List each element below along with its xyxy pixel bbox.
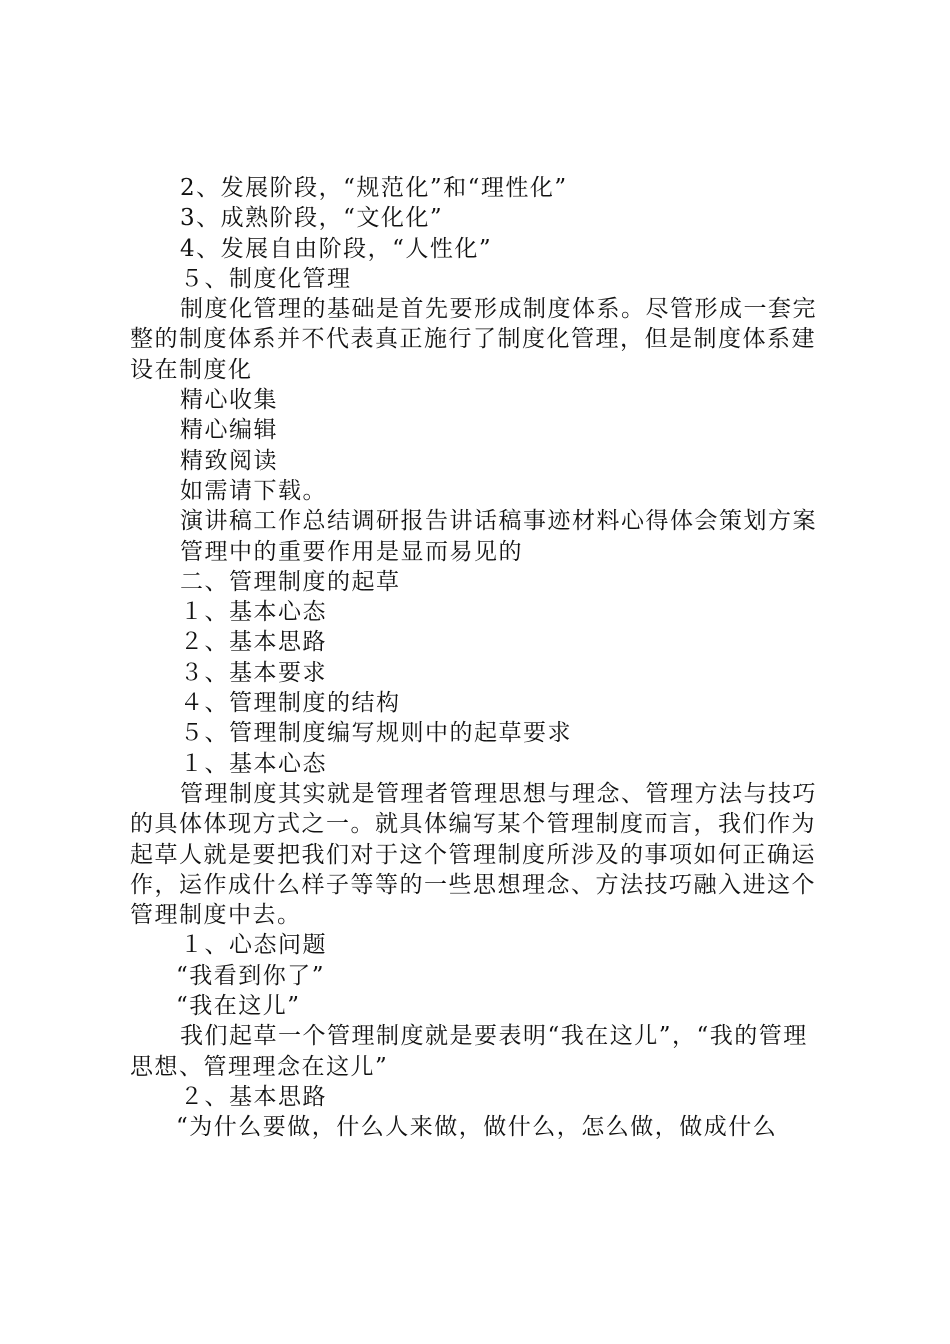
- paragraph: 精致阅读: [180, 447, 278, 474]
- paragraph: 如需请下载。: [180, 477, 327, 504]
- paragraph: “我在这儿”: [176, 993, 301, 1020]
- paragraph: 3、成熟阶段，“文化化”: [180, 205, 444, 232]
- section-heading: 二、管理制度的起草: [180, 568, 401, 595]
- paragraph: 精心编辑: [180, 417, 278, 444]
- paragraph: １、基本心态: [180, 599, 327, 626]
- paragraph: ４、管理制度的结构: [180, 690, 401, 717]
- paragraph: ５、制度化管理: [180, 265, 352, 292]
- paragraph: １、基本心态: [180, 750, 327, 777]
- paragraph: 管理制度其实就是管理者管理思想与理念、管理方法与技巧的具体体现方式之一。就具体编写某个管理制度而言，我们作为起草人就是要把我们对于这个管理制度所涉及的事项如何正确运作，运作成什么样子等等的一些思想理念、方法技巧融入进这个管理制度中去。: [130, 780, 817, 929]
- paragraph: 4、发展自由阶段，“人性化”: [180, 235, 493, 262]
- paragraph: “为什么要做，什么人来做，做什么，怎么做，做成什么: [176, 1114, 778, 1141]
- paragraph: 演讲稿工作总结调研报告讲话稿事迹材料心得体会策划方案: [180, 508, 817, 535]
- paragraph: ２、基本思路: [180, 629, 327, 656]
- paragraph: 制度化管理的基础是首先要形成制度体系。尽管形成一套完整的制度体系并不代表真正施行了制度化管理，但是制度体系建设在制度化: [130, 296, 817, 383]
- paragraph: ５、管理制度编写规则中的起草要求: [180, 720, 572, 747]
- paragraph: 2、发展阶段，“规范化”和“理性化”: [180, 175, 568, 201]
- paragraph: 精心收集: [180, 387, 278, 414]
- document-body: [130, 173, 830, 1143]
- paragraph: ２、基本思路: [180, 1083, 327, 1110]
- paragraph: “我看到你了”: [176, 962, 326, 989]
- paragraph: 我们起草一个管理制度就是要表明“我在这儿”，“我的管理思想、管理理念在这儿”: [130, 1023, 808, 1080]
- paragraph: ３、基本要求: [180, 659, 327, 686]
- paragraph: 管理中的重要作用是显而易见的: [180, 538, 523, 565]
- paragraph: １、心态问题: [180, 932, 327, 959]
